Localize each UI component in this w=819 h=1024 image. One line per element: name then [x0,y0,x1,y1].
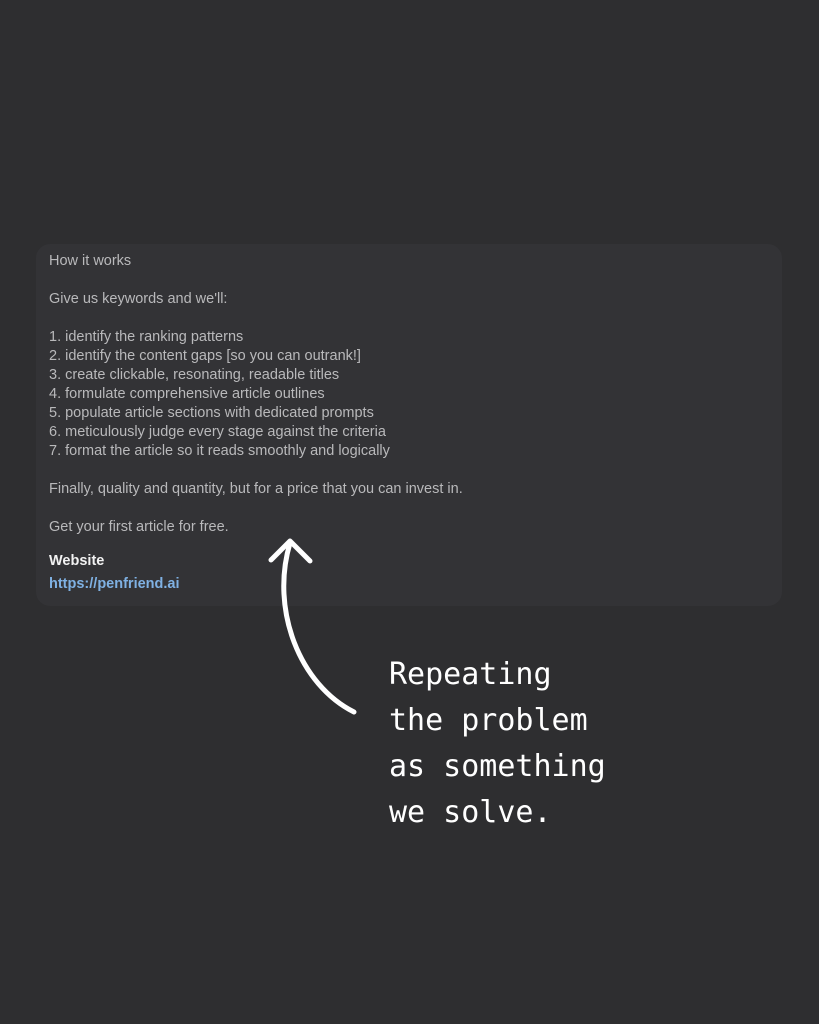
card-offer: Get your first article for free. [49,519,229,535]
step-item: 4. formulate comprehensive article outlines [49,386,325,402]
step-item: 5. populate article sections with dedicated prompts [49,405,374,421]
step-item: 1. identify the ranking patterns [49,329,244,345]
website-label: Website [49,553,105,569]
card-heading: How it works [49,253,132,269]
card-closing: Finally, quality and quantity, but for a price that you can invest in. [49,481,463,497]
annotation-text [389,652,606,836]
step-item: 3. create clickable, resonating, readable titles [49,367,340,383]
annotation-line: as something [389,749,606,784]
website-link[interactable]: https://penfriend.ai [49,576,180,592]
annotation-line: the problem [389,703,588,738]
step-item: 7. format the article so it reads smoothly and logically [49,443,390,459]
step-item: 6. meticulously judge every stage against the criteria [49,424,386,440]
annotation-line: we solve. [389,795,552,830]
annotation-line: Repeating [389,657,552,692]
step-item: 2. identify the content gaps [so you can outrank!] [49,348,361,364]
description-card [36,244,782,606]
card-intro: Give us keywords and we'll: [49,291,228,307]
